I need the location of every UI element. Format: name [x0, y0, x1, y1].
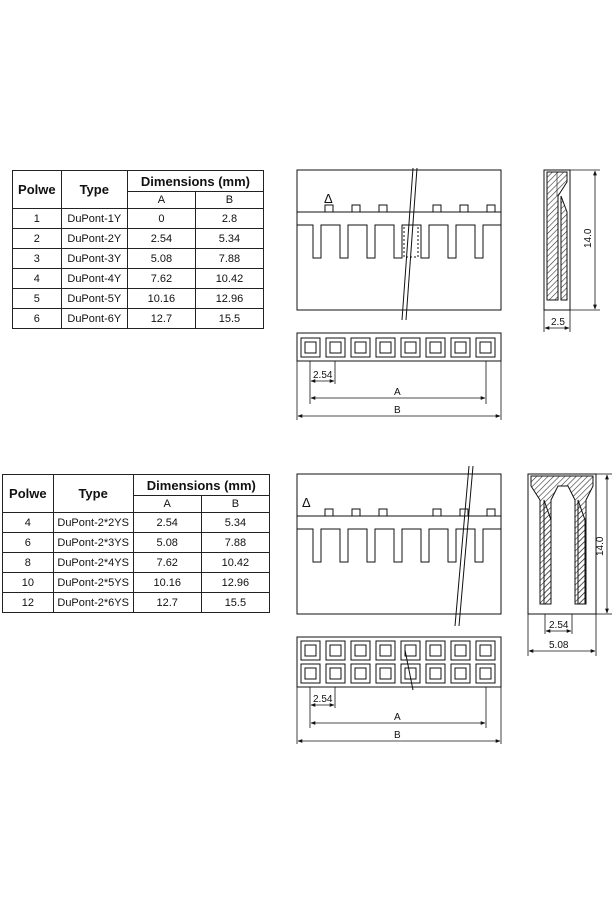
- b-cell: 10.42: [195, 269, 263, 289]
- type-cell: DuPont-2*4YS: [53, 553, 133, 573]
- type-cell: DuPont-2*5YS: [53, 573, 133, 593]
- single-row-side-view: [544, 170, 570, 310]
- type-header: Type: [61, 171, 127, 209]
- type-cell: DuPont-1Y: [61, 209, 127, 229]
- dim-b-label: B: [394, 405, 401, 416]
- type-header: Type: [53, 475, 133, 513]
- pitch-label: 2.54: [313, 694, 333, 705]
- type-cell: DuPont-2*3YS: [53, 533, 133, 553]
- double-row-top-view: [297, 637, 501, 690]
- polwe-cell: 2: [13, 229, 62, 249]
- triangle-mark: Δ: [302, 495, 311, 510]
- polwe-cell: 6: [13, 309, 62, 329]
- col-a-header: A: [127, 192, 195, 209]
- type-cell: DuPont-4Y: [61, 269, 127, 289]
- polwe-cell: 8: [3, 553, 54, 573]
- single-row-top-view: [297, 333, 501, 361]
- polwe-header: Polwe: [3, 475, 54, 513]
- b-cell: 5.34: [201, 513, 269, 533]
- a-cell: 12.7: [127, 309, 195, 329]
- side-width-label: 5.08: [549, 640, 569, 651]
- type-cell: DuPont-5Y: [61, 289, 127, 309]
- a-cell: 0: [127, 209, 195, 229]
- side-inner-label: 2.54: [549, 620, 569, 631]
- a-cell: 7.62: [133, 553, 201, 573]
- type-cell: DuPont-3Y: [61, 249, 127, 269]
- polwe-cell: 1: [13, 209, 62, 229]
- dim-a-label: A: [394, 387, 401, 398]
- polwe-cell: 5: [13, 289, 62, 309]
- col-a-header: A: [133, 496, 201, 513]
- polwe-cell: 3: [13, 249, 62, 269]
- a-cell: 5.08: [127, 249, 195, 269]
- a-cell: 2.54: [127, 229, 195, 249]
- polwe-cell: 10: [3, 573, 54, 593]
- double-row-side-view: [528, 474, 596, 614]
- polwe-cell: 12: [3, 593, 54, 613]
- polwe-header: Polwe: [13, 171, 62, 209]
- polwe-cell: 4: [13, 269, 62, 289]
- a-cell: 5.08: [133, 533, 201, 553]
- a-cell: 10.16: [133, 573, 201, 593]
- col-b-header: B: [195, 192, 263, 209]
- b-cell: 7.88: [195, 249, 263, 269]
- type-cell: DuPont-2*2YS: [53, 513, 133, 533]
- dim-b-label: B: [394, 730, 401, 741]
- col-b-header: B: [201, 496, 269, 513]
- a-cell: 7.62: [127, 269, 195, 289]
- height-label: 14.0: [595, 536, 606, 556]
- a-cell: 12.7: [133, 593, 201, 613]
- width-label: 2.5: [551, 317, 565, 328]
- b-cell: 7.88: [201, 533, 269, 553]
- polwe-cell: 6: [3, 533, 54, 553]
- height-label: 14.0: [583, 228, 594, 248]
- polwe-cell: 4: [3, 513, 54, 533]
- type-cell: DuPont-2Y: [61, 229, 127, 249]
- b-cell: 15.5: [201, 593, 269, 613]
- a-cell: 2.54: [133, 513, 201, 533]
- pitch-label: 2.54: [313, 370, 333, 381]
- b-cell: 12.96: [201, 573, 269, 593]
- a-cell: 10.16: [127, 289, 195, 309]
- dim-a-label: A: [394, 712, 401, 723]
- b-cell: 10.42: [201, 553, 269, 573]
- dimensions-header: Dimensions (mm): [133, 475, 269, 496]
- triangle-mark: Δ: [324, 191, 333, 206]
- b-cell: 2.8: [195, 209, 263, 229]
- type-cell: DuPont-2*6YS: [53, 593, 133, 613]
- type-cell: DuPont-6Y: [61, 309, 127, 329]
- b-cell: 15.5: [195, 309, 263, 329]
- dimensions-header: Dimensions (mm): [127, 171, 263, 192]
- break-line-2: [455, 466, 473, 626]
- b-cell: 12.96: [195, 289, 263, 309]
- b-cell: 5.34: [195, 229, 263, 249]
